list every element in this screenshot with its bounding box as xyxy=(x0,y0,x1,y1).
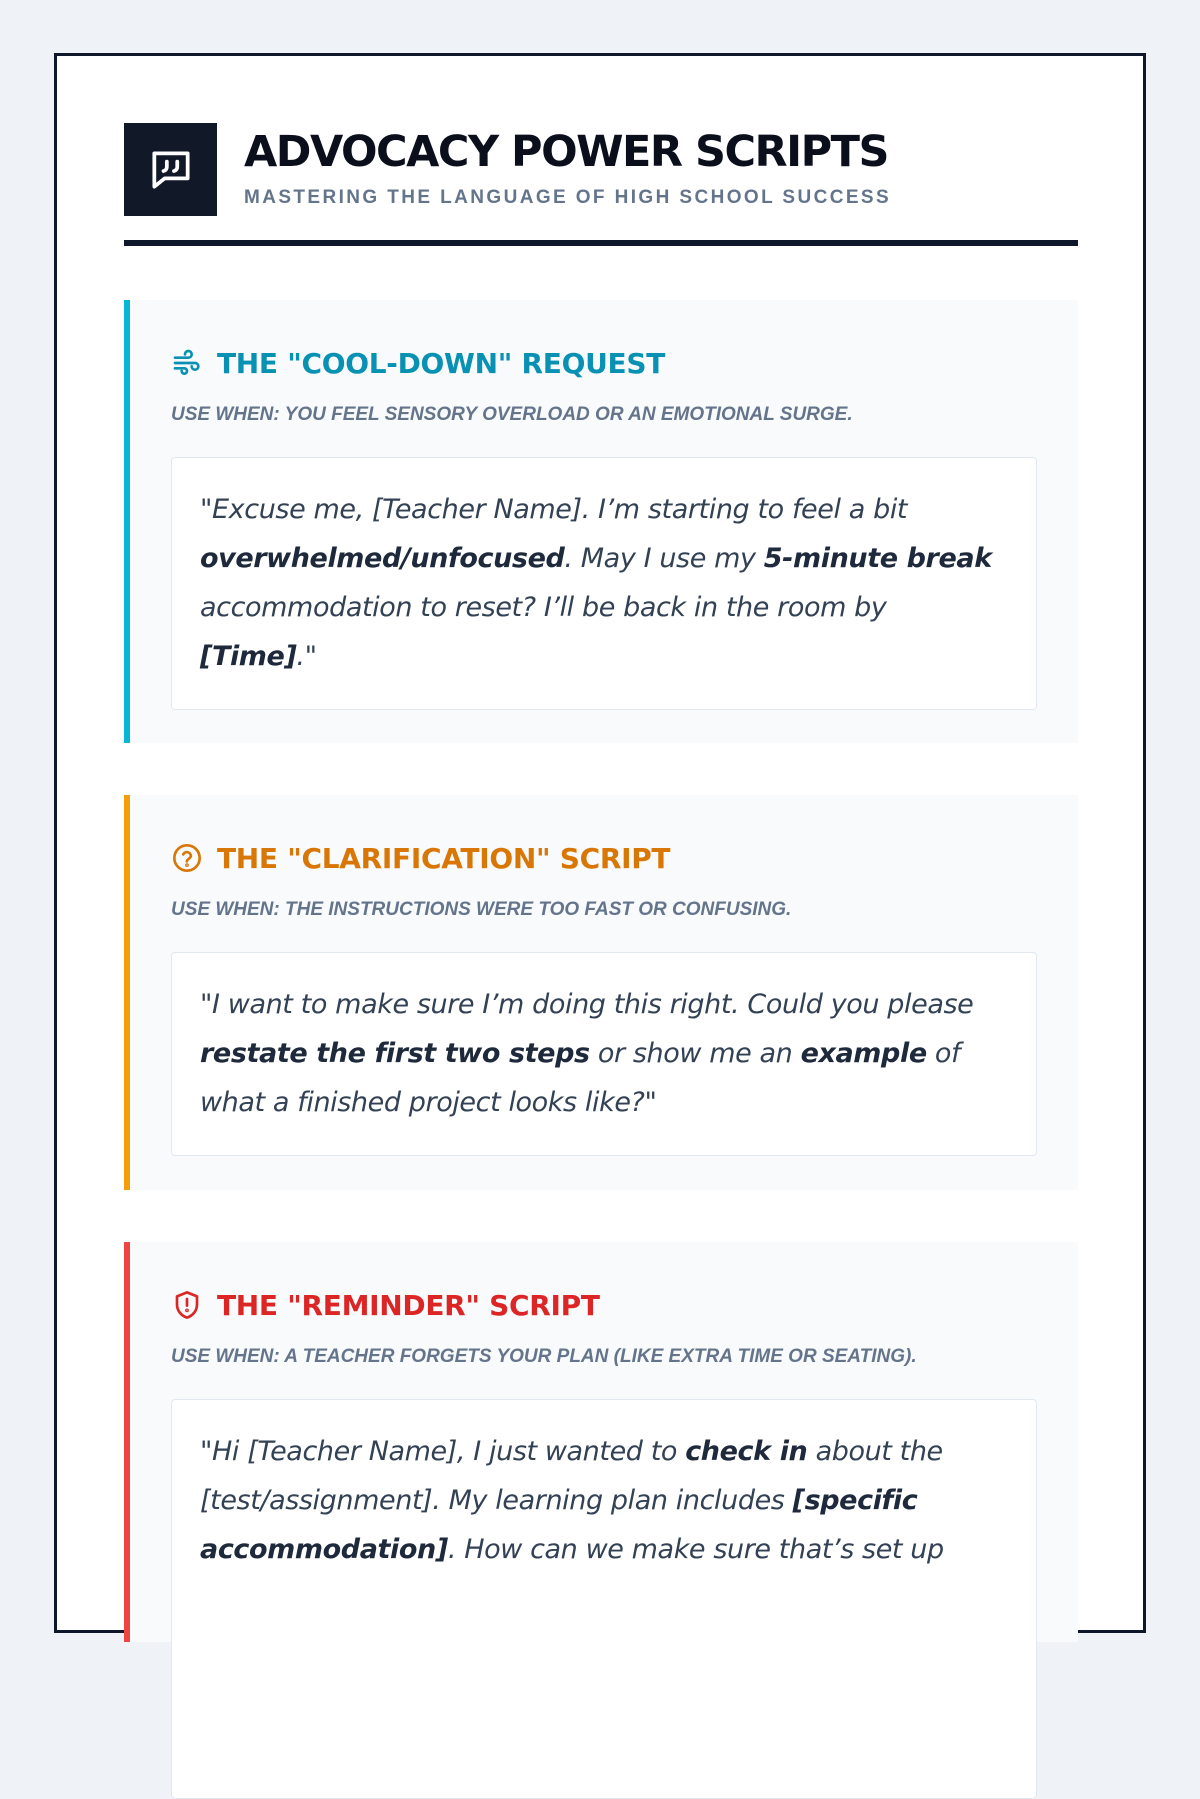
quote-text: "Hi [Teacher Name], I just wanted to xyxy=(200,1436,686,1467)
page-title: ADVOCACY POWER SCRIPTS xyxy=(244,127,888,177)
use-when-text: USE WHEN: A TEACHER FORGETS YOUR PLAN (LIKE EXTRA TIME OR SEATING). xyxy=(171,1346,917,1367)
script-quote-box xyxy=(171,1399,1037,1799)
script-quote-box xyxy=(171,952,1037,1156)
quote-emphasis: restate the first two steps xyxy=(200,1038,590,1069)
script-section-cool-down xyxy=(124,300,1078,743)
quote-text: "Excuse me, [Teacher Name]. I’m starting to feel a bit xyxy=(200,494,908,525)
use-when-text: USE WHEN: YOU FEEL SENSORY OVERLOAD OR AN EMOTIONAL SURGE. xyxy=(171,404,853,425)
quote-emphasis: [Time] xyxy=(200,641,297,672)
quote-emphasis: overwhelmed/unfocused xyxy=(200,543,565,574)
script-section-reminder xyxy=(124,1242,1078,1642)
header-divider xyxy=(124,240,1078,246)
quote-emphasis: check in xyxy=(685,1436,808,1467)
quote-emphasis: example xyxy=(800,1038,927,1069)
page-header xyxy=(124,123,1078,249)
script-quote-box xyxy=(171,457,1037,710)
page-subtitle: MASTERING THE LANGUAGE OF HIGH SCHOOL SUCCESS xyxy=(244,187,892,208)
shield-alert-icon xyxy=(171,1289,203,1321)
section-title: THE "CLARIFICATION" SCRIPT xyxy=(217,841,671,875)
wind-icon xyxy=(171,347,203,379)
quote-emphasis: [specific accommodation] xyxy=(200,1485,918,1565)
quote-bubble-icon xyxy=(124,123,217,216)
script-quote xyxy=(200,980,1008,1127)
section-accent-bar xyxy=(124,1242,130,1642)
script-quote xyxy=(200,485,1008,681)
quote-text: or show me an xyxy=(589,1038,801,1069)
quote-text: about the [test/assignment]. My learning plan includes xyxy=(200,1436,943,1516)
section-title: THE "COOL-DOWN" REQUEST xyxy=(217,346,666,380)
quote-text: of what a finished project looks like?" xyxy=(200,1038,961,1118)
section-title: THE "REMINDER" SCRIPT xyxy=(217,1288,600,1322)
use-when-text: USE WHEN: THE INSTRUCTIONS WERE TOO FAST OR CONFUSING. xyxy=(171,899,792,920)
quote-text: "I want to make sure I’m doing this right. Could you please xyxy=(200,989,974,1020)
script-quote xyxy=(200,1427,1008,1574)
section-accent-bar xyxy=(124,300,130,743)
quote-text: accommodation to reset? I’ll be back in the room by xyxy=(200,592,887,623)
scripts-card xyxy=(54,53,1146,1633)
quote-text: ." xyxy=(296,641,317,672)
section-accent-bar xyxy=(124,795,130,1190)
quote-emphasis: 5-minute break xyxy=(763,543,992,574)
question-circle-icon xyxy=(171,842,203,874)
quote-text: . How can we make sure that’s set up xyxy=(447,1534,944,1565)
quote-text: . May I use my xyxy=(564,543,764,574)
script-section-clarification xyxy=(124,795,1078,1190)
